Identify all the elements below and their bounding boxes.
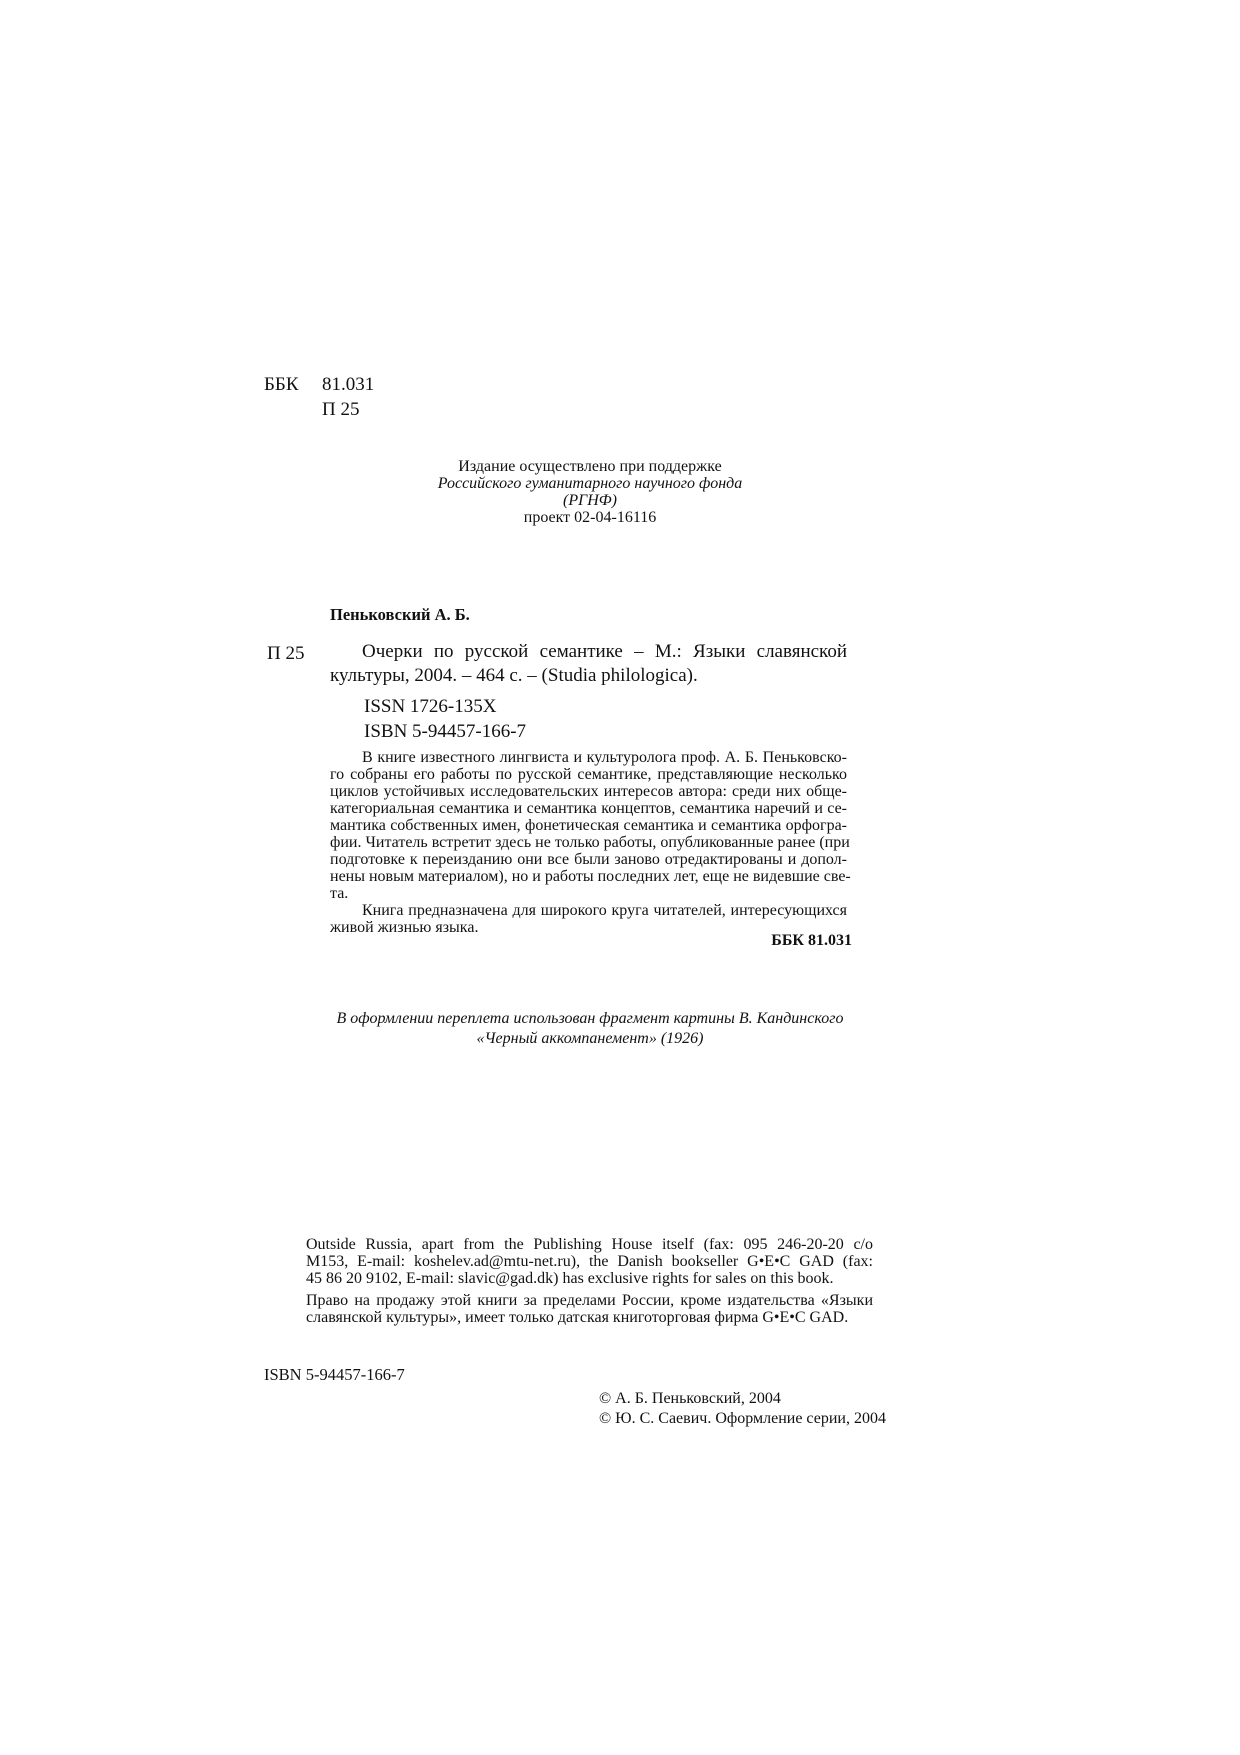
support-fund-name: Российского гуманитарного научного фонда: [437, 475, 743, 492]
abstract-line: та.: [330, 885, 349, 902]
catalog-title-line-2: культуры, 2004. – 464 с. – (Studia philologica).: [330, 665, 698, 686]
rights-english-line: M153, E-mail: koshelev.ad@mtu-net.ru), the Danish bookseller G•E•C GAD (fax:: [306, 1253, 873, 1270]
audience-line: Книга предназначена для широкого круга читателей, интересующихся: [362, 902, 847, 919]
bbk-code: 81.031: [322, 374, 375, 395]
abstract-line: подготовке к переизданию они все были заново отредактированы и допол-: [330, 851, 847, 868]
abstract-line: нены новым материалом), но и работы последних лет, еще не видевшие све-: [330, 868, 851, 885]
copyright-line-1: © А. Б. Пеньковский, 2004: [599, 1390, 781, 1407]
rights-english-line: 45 86 20 9102, E-mail: slavic@gad.dk) has exclusive rights for sales on this book.: [306, 1270, 834, 1287]
catalog-isbn: ISBN 5-94457-166-7: [364, 721, 527, 742]
support-line-1: Издание осуществлено при поддержке: [458, 458, 722, 475]
rights-english-line: Outside Russia, apart from the Publishing House itself (fax: 095 246-20-20 c/o: [306, 1236, 873, 1253]
catalog-abstract: [330, 749, 851, 936]
abstract-line: го собраны его работы по русской семантике, представляющие несколько: [330, 766, 847, 783]
rights-english: [306, 1236, 873, 1287]
abstract-line: фии. Читатель встретит здесь не только работы, опубликованные ранее (при: [330, 834, 850, 851]
catalog-mark: П 25: [267, 643, 305, 664]
cover-note-line-1: В оформлении переплета использован фрагмент картины В. Кандинского: [336, 1010, 844, 1027]
support-notice: [380, 458, 800, 526]
rights-russian: [306, 1292, 873, 1326]
copyright: [599, 1389, 886, 1429]
cover-note-line-2: «Черный аккомпанемент» (1926): [476, 1030, 704, 1047]
catalog-title: [330, 640, 847, 687]
rights-russian-line: славянской культуры», имеет только датская книготорговая фирма G•E•C GAD.: [306, 1309, 849, 1326]
abstract-line: циклов устойчивых исследовательских интересов автора: среди них обще-: [330, 783, 847, 800]
isbn-footer: ISBN 5-94457-166-7: [264, 1365, 405, 1384]
catalog-author: Пеньковский А. Б.: [330, 605, 470, 624]
audience-line: живой жизнью языка.: [330, 919, 479, 936]
support-fund-abbr: (РГНФ): [563, 492, 617, 509]
catalog-title-line-1: Очерки по русской семантике – М.: Языки славянской: [362, 641, 847, 662]
catalog-issn: ISSN 1726-135X: [364, 696, 497, 717]
support-project: проект 02-04-16116: [523, 509, 657, 526]
cover-note: [320, 1009, 860, 1049]
rights-russian-line: Право на продажу этой книги за пределами России, кроме издательства «Языки: [306, 1292, 873, 1309]
abstract-line: категориальная семантика и семантика концептов, семантика наречий и се-: [330, 800, 847, 817]
author-mark: П 25: [322, 399, 360, 420]
abstract-line: В книге известного лингвиста и культуролога проф. А. Б. Пеньковско-: [362, 749, 847, 766]
copyright-line-2: © Ю. С. Саевич. Оформление серии, 2004: [599, 1410, 886, 1427]
catalog-bbk-right: ББК 81.031: [771, 932, 852, 949]
bbk-label: ББК: [264, 374, 299, 395]
abstract-line: мантика собственных имен, фонетическая семантика и семантика орфогра-: [330, 817, 847, 834]
